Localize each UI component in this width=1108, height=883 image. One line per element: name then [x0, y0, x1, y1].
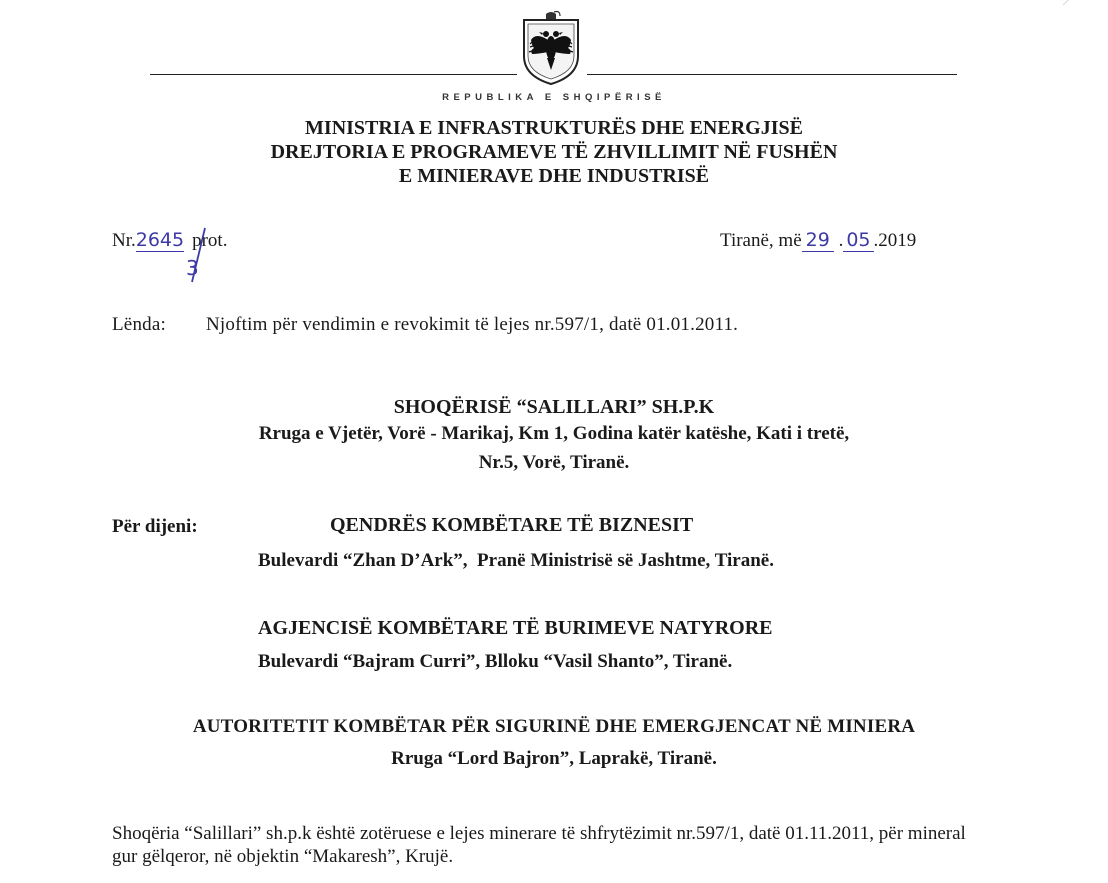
date-month: 05 [843, 229, 873, 252]
albanian-coat-of-arms-icon [518, 10, 584, 86]
cc-recipient-address: Bulevardi “Bajram Curri”, Blloku “Vasil Shanto”, Tiranë. [258, 651, 733, 672]
document-date: Tiranë, më 29 . 05 .2019 [720, 229, 917, 251]
header-rule-left [150, 74, 517, 75]
protocol-suffix: prot. [192, 230, 228, 251]
ministry-heading [0, 116, 1108, 188]
ministry-line: MINISTRIA E INFRASTRUKTURËS DHE ENERGJISË [305, 117, 803, 139]
ministry-line: E MINIERAVE DHE INDUSTRISË [398, 165, 710, 187]
cc-recipient-address: Bulevardi “Zhan D’Ark”, Pranë Ministrisë së Jashtme, Tiranë. [258, 550, 774, 571]
recipient-name: SHOQËRISË “SALILLARI” SH.P.K [393, 396, 715, 418]
subject-label: Lënda: [112, 314, 166, 335]
recipient-address-line: Rruga e Vjetër, Vorë - Marikaj, Km 1, Godina katër katëshe, Kati i tretë, [258, 423, 850, 444]
corner-arc-mark [1058, 0, 1108, 10]
protocol-prefix: Nr. [112, 230, 136, 251]
ministry-line: DREJTORIA E PROGRAMEVE TË ZHVILLIMIT NË FUSHËN [270, 141, 838, 163]
cc-recipient-name: QENDRËS KOMBËTARE TË BIZNESIT [330, 514, 694, 536]
protocol-handwritten-number: 2645 [135, 229, 185, 251]
subject-line [112, 314, 738, 336]
subject-text: Njoftim për vendimin e revokimit të lejes nr.597/1, datë 01.01.2011. [206, 314, 739, 335]
recipient-address-line: Nr.5, Vorë, Tiranë. [478, 452, 630, 473]
protocol-handwritten-sub: 3 [186, 256, 199, 280]
protocol-number [112, 229, 227, 252]
date-prefix: Tiranë, më [720, 230, 802, 251]
header-rule-right [587, 74, 957, 75]
cc-recipient-address: Rruga “Lord Bajron”, Laprakë, Tiranë. [391, 748, 717, 769]
body-paragraph: Shoqëria “Salillari” sh.p.k është zotëruese e lejes minerare të shfrytëzimit nr.597/1, datë 01.11.2011, për mineral gur gëlqeror, në objektin “Makaresh”, Krujë. [112, 823, 966, 867]
cc-label: Për dijeni: [112, 516, 198, 537]
cc-recipient-name: AUTORITETIT KOMBËTAR PËR SIGURINË DHE EMERGJENCAT NË MINIERA [192, 716, 916, 737]
date-day: 29 [802, 229, 834, 252]
republic-heading: REPUBLIKA E SHQIPËRISË [442, 92, 666, 103]
date-year: .2019 [873, 230, 917, 251]
cc-recipient-name: AGJENCISË KOMBËTARE TË BURIMEVE NATYRORE [258, 617, 773, 639]
